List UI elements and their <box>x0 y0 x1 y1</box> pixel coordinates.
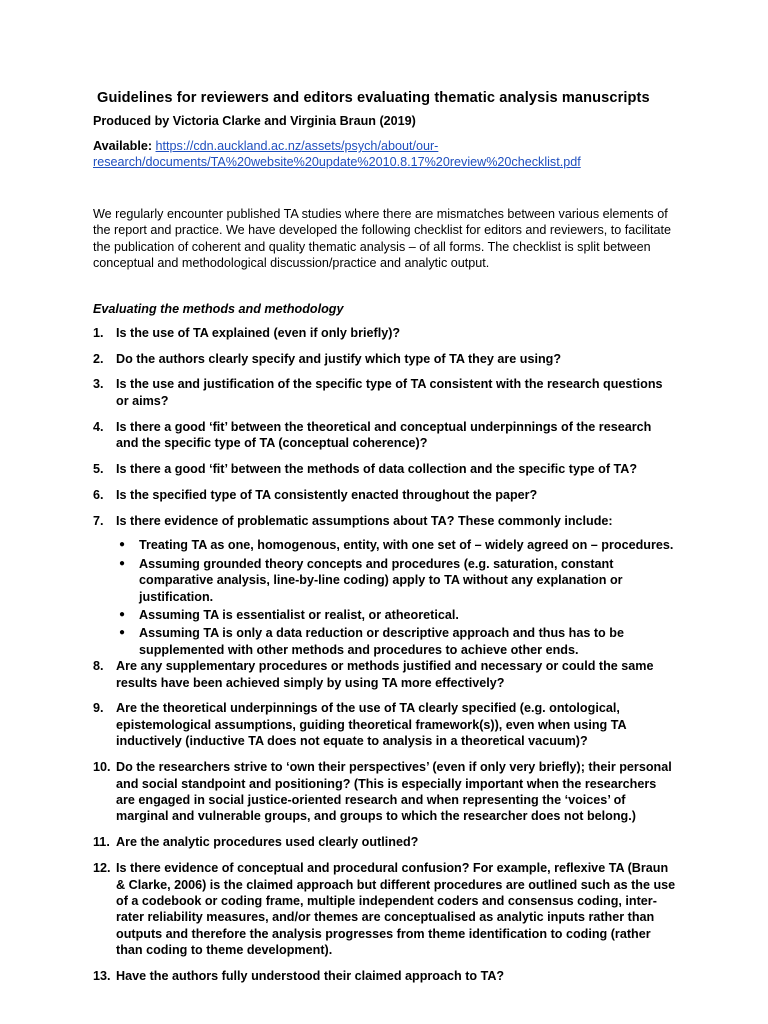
question-item <box>93 487 676 503</box>
bullet-text: Assuming grounded theory concepts and procedures (e.g. saturation, constant comparative analysis, line-by-line coding) apply to TA without any explanation or justification. <box>139 556 623 604</box>
question-item <box>93 834 676 850</box>
section-heading: Evaluating the methods and methodology <box>93 301 344 316</box>
bullet-text: Treating TA as one, homogenous, entity, with one set of – widely agreed on – procedures. <box>139 538 674 553</box>
bullet-item <box>116 625 676 658</box>
bullet-icon: ● <box>119 608 126 620</box>
question-number: 1. <box>93 325 104 340</box>
produced-by: Produced by Victoria Clarke and Virginia Braun (2019) <box>93 114 416 128</box>
checklist-link[interactable] <box>93 139 581 169</box>
bullet-icon: ● <box>119 627 126 639</box>
bullet-text: Assuming TA is only a data reduction or descriptive approach and thus has to be supplemented with other methods and procedures to achieve other ends. <box>139 626 624 657</box>
question-number: 2. <box>93 351 104 366</box>
question-item <box>93 325 676 341</box>
checklist-link-line2: research/documents/TA%20website%20update%2010.8.17%20review%20checklist.pdf <box>93 155 581 169</box>
question-number: 3. <box>93 377 104 392</box>
question-number: 9. <box>93 701 104 716</box>
question-item <box>93 351 676 367</box>
bullet-item <box>116 607 676 623</box>
question-item <box>93 376 676 409</box>
question-number: 13. <box>93 969 111 984</box>
question-text: Is the specified type of TA consistently enacted throughout the paper? <box>116 487 538 502</box>
question-text: Do the authors clearly specify and justify which type of TA they are using? <box>116 351 562 366</box>
question-item <box>93 419 676 452</box>
question-text: Are the analytic procedures used clearly outlined? <box>116 835 419 850</box>
question-item <box>93 759 676 825</box>
question-number: 4. <box>93 419 104 434</box>
question-text: Are the theoretical underpinnings of the use of TA clearly specified (e.g. ontological, epistemological assumptions, guiding theoretical framework(s)), even when using TA inductively (inductive TA does not equate to analysis in a theoretical vacuum)? <box>116 701 627 749</box>
bullet-item <box>116 556 676 605</box>
checklist-link-line1: https://cdn.auckland.ac.nz/assets/psych/about/our- <box>155 139 439 153</box>
question-number: 7. <box>93 513 104 528</box>
question-item <box>93 658 676 691</box>
intro-paragraph: We regularly encounter published TA studies where there are mismatches between various elements of the report and practice. We have developed the following checklist for editors and reviewers, to facilitate the publication of coherent and quality thematic analysis – of all forms. The checklist is split between conceptual and methodological discussion/practice and analytic output. <box>93 207 671 271</box>
question-number: 10. <box>93 760 111 775</box>
question-item <box>93 513 676 658</box>
question-number: 5. <box>93 462 104 477</box>
question-text: Are any supplementary procedures or methods justified and necessary or could the same results have been achieved simply by using TA more effectively? <box>116 659 654 690</box>
question-text: Is the use of TA explained (even if only briefly)? <box>116 325 401 340</box>
question-item <box>93 860 676 958</box>
question-item <box>93 461 676 477</box>
question-item <box>93 968 676 984</box>
bullet-item <box>116 537 676 553</box>
question-text: Is there evidence of problematic assumptions about TA? These commonly include: <box>116 513 613 528</box>
question-number: 12. <box>93 861 111 876</box>
available-line <box>93 138 676 170</box>
question-text: Is there a good ‘fit’ between the theoretical and conceptual underpinnings of the research and the specific type of TA (conceptual coherence)? <box>116 419 652 451</box>
question-number: 11. <box>93 835 110 850</box>
question-number: 6. <box>93 487 104 502</box>
bullet-text: Assuming TA is essentialist or realist, or atheoretical. <box>139 607 459 622</box>
available-label: Available: <box>93 139 153 153</box>
question-text: Have the authors fully understood their claimed approach to TA? <box>116 969 505 984</box>
question-text: Is there evidence of conceptual and procedural confusion? For example, reflexive TA (Braun & Clarke, 2006) is the claimed approach but different procedures are outlined such as the use of a codebook or coding frame, multiple independent coders and consensus coding, inter-rater reliability measures, and/or themes are conceptualised as analytic inputs rather than outputs and therefore the analysis progresses from theme identification to coding (rather than coding to theme development). <box>116 861 676 958</box>
assumption-bullet-list <box>116 537 676 658</box>
bullet-icon: ● <box>119 557 126 569</box>
question-text: Do the researchers strive to ‘own their perspectives’ (even if only very briefly); their personal and social standpoint and positioning? (This is especially important when the researchers are engaged in social justice-oriented research and when representing the ‘voices’ of marginal and vulnerable groups, and groups to which the researcher does not belong.) <box>116 760 672 824</box>
question-list <box>93 325 676 985</box>
bullet-icon: ● <box>119 539 126 551</box>
question-item <box>93 700 676 749</box>
document-title: Guidelines for reviewers and editors evaluating thematic analysis manuscripts <box>97 90 650 106</box>
question-number: 8. <box>93 659 104 674</box>
question-text: Is the use and justification of the specific type of TA consistent with the research questions or aims? <box>116 377 663 408</box>
question-text: Is there a good ‘fit’ between the methods of data collection and the specific type of TA? <box>116 462 638 477</box>
